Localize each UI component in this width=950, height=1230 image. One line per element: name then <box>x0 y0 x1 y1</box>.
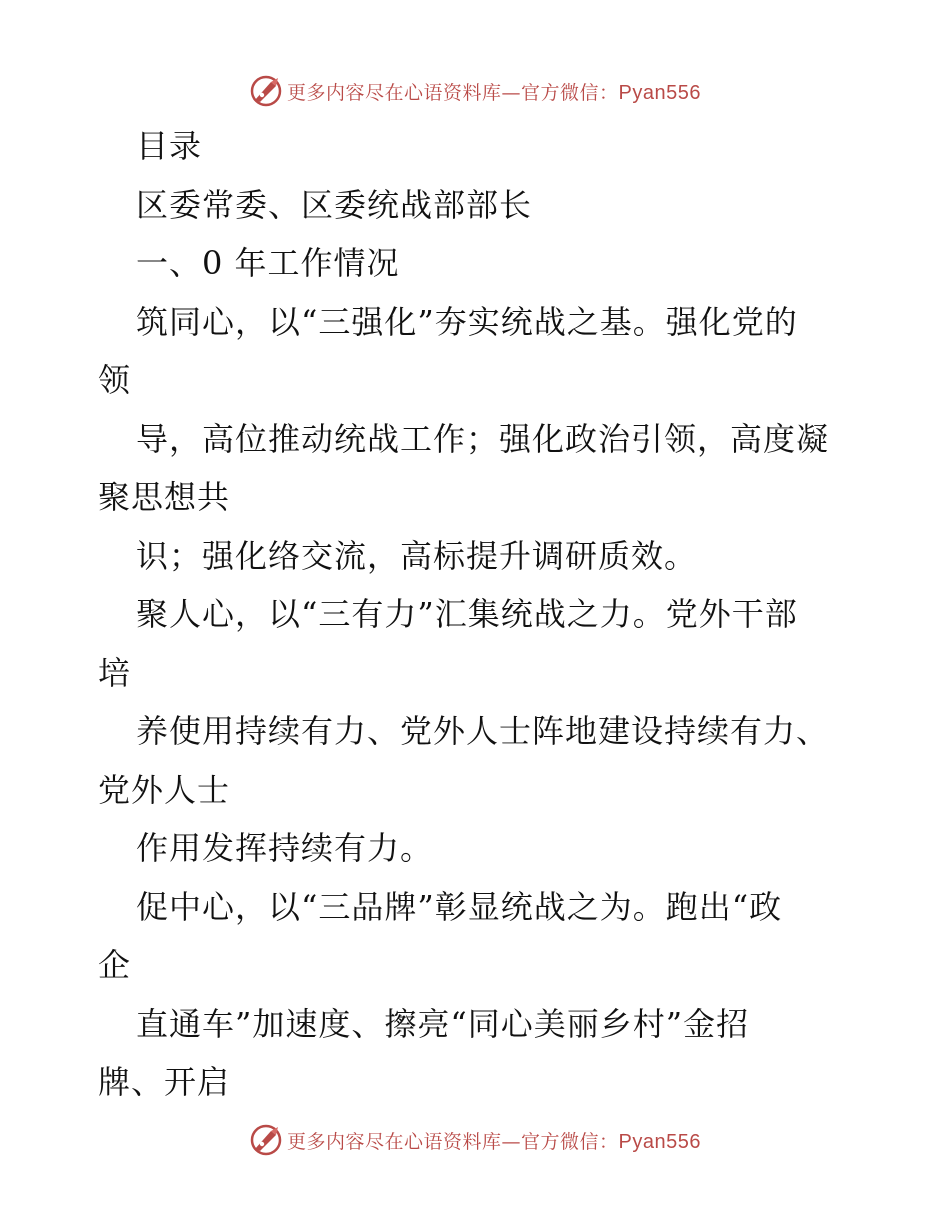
watermark-label: 更多内容尽在心语资料库—官方微信： <box>287 1130 619 1153</box>
watermark-footer <box>0 1120 950 1160</box>
paragraph-line: 牌、开启 <box>98 1063 231 1101</box>
watermark-label: 更多内容尽在心语资料库—官方微信： <box>287 81 619 104</box>
section-heading: 一、0 年工作情况 <box>136 244 400 282</box>
watermark-text <box>287 1127 701 1154</box>
toc-heading: 目录 <box>136 127 203 165</box>
paragraph-line: 直通车”加速度、擦亮“同心美丽乡村”金招 <box>136 1005 750 1043</box>
watermark-handle: Pyan556 <box>618 1130 701 1153</box>
author-title-line: 区委常委、区委统战部部长 <box>136 186 533 224</box>
paragraph-line: 企 <box>98 946 132 984</box>
paragraph-line: 领 <box>98 361 132 399</box>
quill-logo-icon <box>249 1123 283 1157</box>
paragraph-line: 聚思想共 <box>98 478 231 516</box>
watermark-text <box>287 78 701 105</box>
watermark-handle: Pyan556 <box>618 81 701 104</box>
paragraph-line: 党外人士 <box>98 771 231 809</box>
paragraph-line: 导，高位推动统战工作；强化政治引领，高度凝 <box>136 420 830 458</box>
paragraph-line: 识；强化络交流，高标提升调研质效。 <box>136 537 698 575</box>
paragraph-line: 作用发挥持续有力。 <box>136 829 434 867</box>
paragraph-line: 聚人心，以“三有力”汇集统战之力。党外干部 <box>136 595 798 633</box>
watermark-header <box>0 71 950 111</box>
paragraph-line: 养使用持续有力、党外人士阵地建设持续有力、 <box>136 712 830 750</box>
paragraph-line: 培 <box>98 654 132 692</box>
paragraph-line: 筑同心，以“三强化”夯实统战之基。强化党的 <box>136 303 798 341</box>
paragraph-line: 促中心，以“三品牌”彰显统战之为。跑出“政 <box>136 888 783 926</box>
quill-logo-icon <box>249 74 283 108</box>
